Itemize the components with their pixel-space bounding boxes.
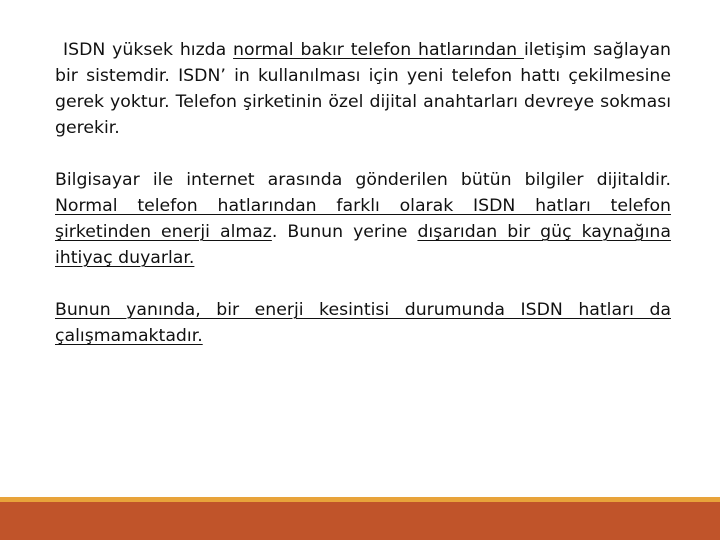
text-body [55, 37, 671, 349]
underlined-text-segment: dışarıdan bir güç kaynağına ihtiyaç duyarlar. [55, 222, 671, 268]
footer-accent-bar [0, 502, 720, 540]
text-segment: . Bunun yerine [271, 222, 418, 242]
paragraph-isdn-intro [55, 37, 671, 141]
text-segment: Bilgisayar ile internet arasında gönderilen bütün bilgiler dijitaldir. [55, 170, 671, 190]
underlined-text-segment: normal bakır telefon hatlarından [233, 40, 524, 60]
paragraph-power-outage [55, 297, 671, 349]
underlined-text-segment: Normal telefon hatlarından farklı olarak ISDN hatları telefon şirketinden enerji almaz [55, 196, 671, 242]
underlined-text-segment: Bunun yanında, bir enerji kesintisi durumunda ISDN hatları da çalışmamaktadır. [55, 300, 671, 346]
text-segment: iletişim sağlayan bir sistemdir. ISDN’ in kullanılması için yeni telefon hattı çekilmesine gerek yoktur. Telefon şirketinin özel dijital anahtarları devreye sokması gerekir. [55, 40, 672, 138]
text-segment: ISDN yüksek hızda [63, 40, 234, 60]
paragraph-digital-data [55, 167, 671, 271]
